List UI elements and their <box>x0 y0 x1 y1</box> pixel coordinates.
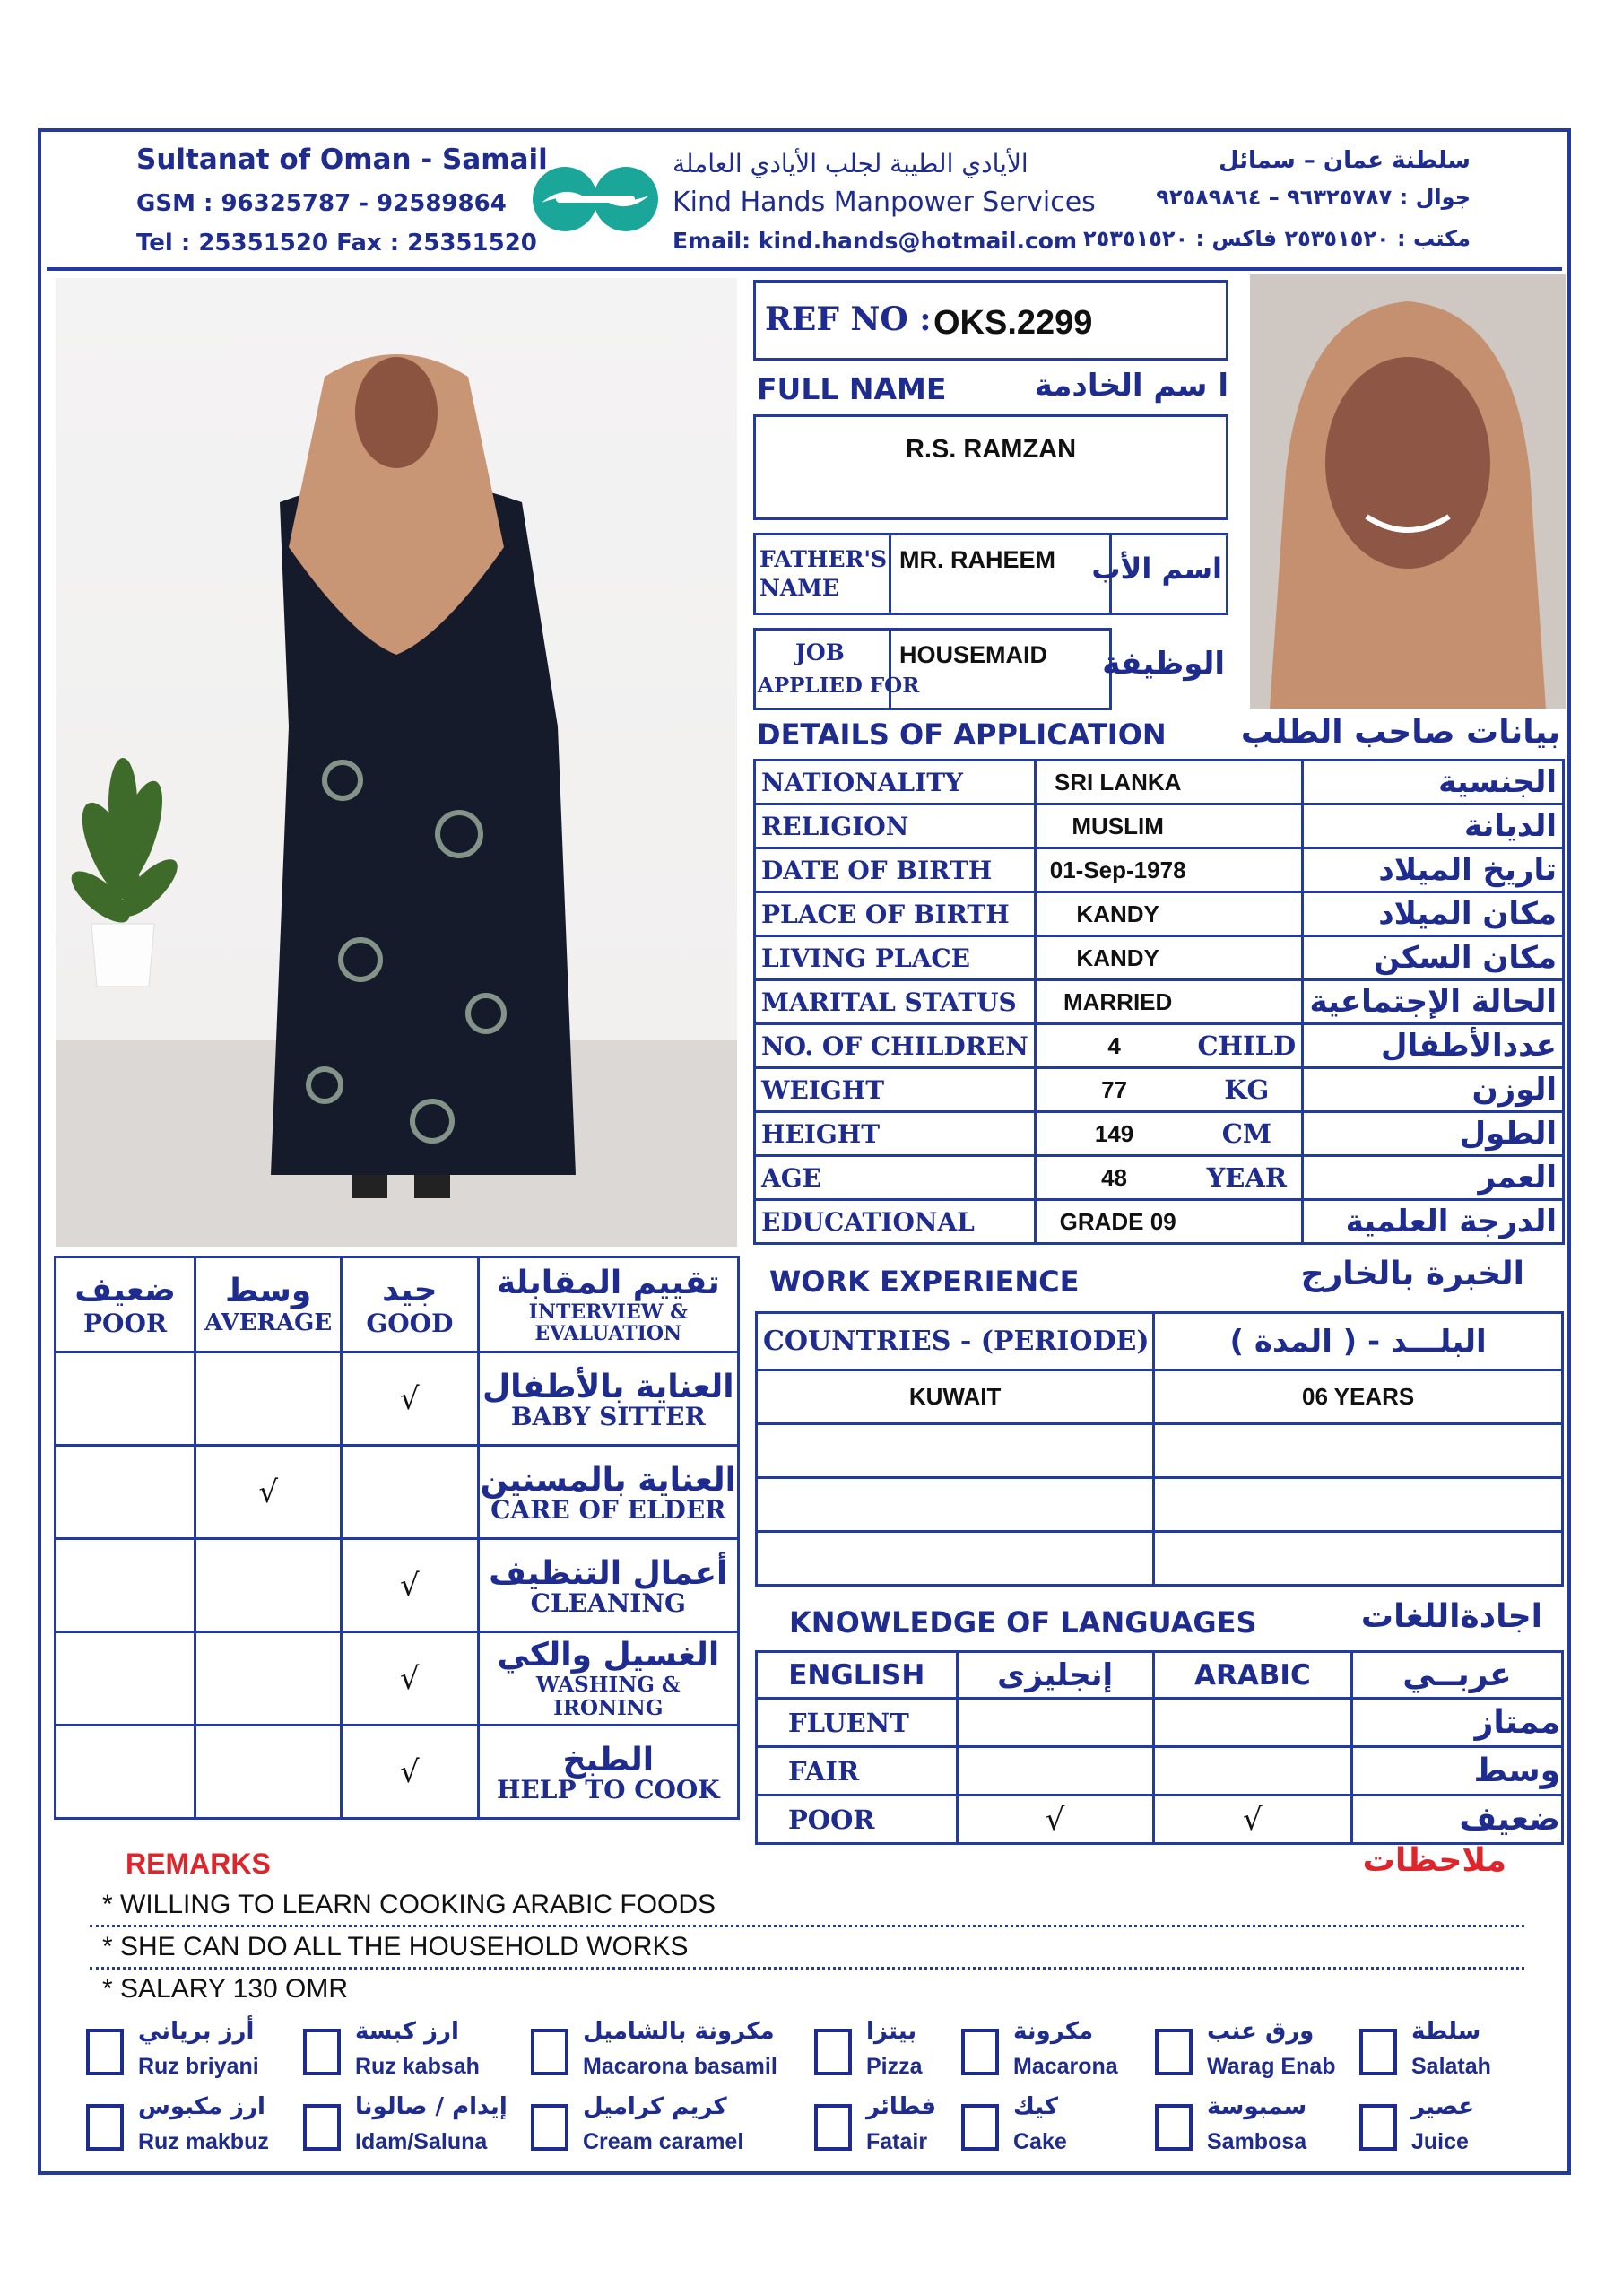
food-checkbox[interactable] <box>86 2104 124 2151</box>
father-label-ar: اسم الأب <box>1091 552 1222 586</box>
evaluation-table <box>54 1256 740 1820</box>
full-name-value: R.S. RAMZAN <box>905 435 1077 464</box>
detail-label-ar: عددالأطفال <box>1303 1024 1564 1068</box>
work-experience-table <box>755 1311 1564 1587</box>
detail-value: 149 <box>1035 1112 1192 1156</box>
detail-value: 4 <box>1035 1024 1192 1068</box>
details-row <box>755 1024 1564 1068</box>
check-mark: √ <box>258 1474 278 1510</box>
details-table <box>753 759 1565 1245</box>
food-name-en: Pizza <box>866 2054 923 2079</box>
portrait-photo <box>1250 274 1566 709</box>
food-checkbox[interactable] <box>814 2104 852 2151</box>
detail-label: AGE <box>755 1156 1036 1200</box>
lang-english-mark <box>957 1747 1153 1796</box>
remark-line: * WILLING TO LEARN COOKING ARABIC FOODS <box>90 1885 1524 1927</box>
lang-arabic-mark <box>1153 1699 1351 1747</box>
work-experience-title-ar: الخبرة بالخارج <box>1300 1256 1524 1292</box>
company-name-en: Kind Hands Manpower Services <box>673 187 1096 218</box>
lang-level-label: POOR <box>757 1796 958 1844</box>
details-title-ar: بيانات صاحب الطلب <box>1240 714 1560 751</box>
father-label-line2: NAME <box>759 575 839 601</box>
ref-value: OKS.2299 <box>933 304 1093 342</box>
details-row <box>755 761 1564 804</box>
detail-unit: CM <box>1192 1112 1303 1156</box>
check-mark: √ <box>400 1380 420 1417</box>
eval-check-cell-average <box>195 1539 342 1632</box>
eval-check-cell-good <box>342 1726 478 1819</box>
full-name-box <box>753 414 1228 520</box>
lang-level-ar: ممتاز <box>1351 1699 1562 1747</box>
header-gsm: GSM : 96325787 - 92589864 <box>136 190 507 217</box>
detail-value: MARRIED <box>1035 980 1303 1024</box>
eval-check-cell-poor <box>56 1352 195 1446</box>
details-row <box>755 936 1564 980</box>
food-name-ar: عصير <box>1411 2093 1475 2120</box>
details-title: DETAILS OF APPLICATION <box>757 718 1167 752</box>
detail-label: RELIGION <box>755 804 1036 848</box>
job-row <box>753 628 1112 710</box>
food-name-en: Cream caramel <box>583 2129 744 2154</box>
food-checkbox[interactable] <box>1359 2029 1397 2075</box>
food-name-ar: ارز كبسة <box>355 2018 459 2045</box>
work-row <box>757 1532 1563 1586</box>
work-experience-title: WORK EXPERIENCE <box>769 1265 1080 1299</box>
food-name-ar: كيك <box>1013 2093 1058 2120</box>
work-period <box>1154 1532 1563 1586</box>
work-country <box>757 1424 1154 1478</box>
detail-label-ar: الدرجة العلمية <box>1303 1200 1564 1244</box>
detail-label: NATIONALITY <box>755 761 1036 804</box>
languages-title-ar: اجادةاللغات <box>1360 1598 1542 1635</box>
lang-english: ENGLISH <box>757 1652 958 1699</box>
food-checkbox[interactable] <box>1359 2104 1397 2151</box>
evaluation-row <box>56 1632 739 1726</box>
eval-skill-ar: الغسيل والكي <box>497 1637 720 1674</box>
detail-value: 48 <box>1035 1156 1192 1200</box>
eval-skill-ar: أعمال التنظيف <box>489 1555 728 1592</box>
food-checkbox[interactable] <box>1155 2104 1193 2151</box>
lang-arabic: ARABIC <box>1153 1652 1351 1699</box>
company-logo-icon <box>529 163 662 235</box>
eval-check-cell-poor <box>56 1539 195 1632</box>
eval-header-interview: تقييم المقابلة INTERVIEW & EVALUATION <box>478 1257 738 1352</box>
ref-number-box <box>753 280 1228 361</box>
food-checkbox[interactable] <box>814 2029 852 2075</box>
header-right-gsm-ar: جوال : ٩٦٣٢٥٧٨٧ – ٩٢٥٨٩٨٦٤ <box>1156 185 1471 210</box>
work-row <box>757 1478 1563 1532</box>
eval-check-cell-average <box>195 1352 342 1446</box>
full-name-label-ar: ا سم الخادمة <box>1034 368 1228 404</box>
details-row <box>755 1200 1564 1244</box>
eval-skill <box>478 1726 738 1819</box>
lang-level-label: FLUENT <box>757 1699 958 1747</box>
food-name-ar: إيدام / صالونا <box>355 2093 508 2120</box>
eval-skill-label: BABY SITTER <box>510 1402 706 1431</box>
detail-unit: CHILD <box>1192 1024 1303 1068</box>
food-name-ar: ارز مكبوس <box>138 2093 265 2120</box>
food-name-ar: ورق عنب <box>1207 2018 1315 2045</box>
food-name-ar: فطائر <box>866 2093 937 2120</box>
lang-level-ar: ضعيف <box>1351 1796 1562 1844</box>
check-mark: √ <box>400 1753 420 1790</box>
details-row <box>755 980 1564 1024</box>
evaluation-row <box>56 1539 739 1632</box>
eval-check-cell-average <box>195 1446 342 1539</box>
food-name-en: Idam/Saluna <box>355 2129 488 2154</box>
food-checkbox[interactable] <box>86 2029 124 2075</box>
eval-skill-ar: الطبخ <box>562 1742 655 1779</box>
food-checkbox[interactable] <box>961 2029 999 2075</box>
detail-label-ar: الجنسية <box>1303 761 1564 804</box>
details-row <box>755 892 1564 936</box>
detail-label: EDUCATIONAL <box>755 1200 1036 1244</box>
food-name-en: Sambosa <box>1207 2129 1307 2154</box>
eval-skill-label: WASHING & IRONING <box>535 1673 681 1720</box>
work-period: 06 YEARS <box>1154 1370 1563 1424</box>
eval-skill-label: HELP TO COOK <box>496 1775 720 1805</box>
eval-skill-label: CARE OF ELDER <box>490 1495 726 1525</box>
header-right-tel-ar: مكتب : ٢٥٣٥١٥٢٠ فاكس : ٢٥٣٥١٥٢٠ <box>1083 226 1471 251</box>
detail-label-ar: مكان الميلاد <box>1303 892 1564 936</box>
detail-label-ar: العمر <box>1303 1156 1564 1200</box>
full-name-label: FULL NAME <box>757 371 947 406</box>
eval-skill <box>478 1632 738 1726</box>
remark-line: * SHE CAN DO ALL THE HOUSEHOLD WORKS <box>90 1927 1524 1970</box>
detail-label: LIVING PLACE <box>755 936 1036 980</box>
detail-unit: KG <box>1192 1068 1303 1112</box>
eval-check-cell-poor <box>56 1446 195 1539</box>
food-name-en: Juice <box>1411 2129 1469 2154</box>
language-level-row <box>757 1747 1563 1796</box>
company-email: Email: kind.hands@hotmail.com <box>673 228 1077 254</box>
food-checkbox[interactable] <box>303 2029 341 2075</box>
father-label-line1: FATHER'S <box>759 546 888 572</box>
food-name-ar: مكرونة <box>1013 2018 1094 2045</box>
eval-check-cell-good <box>342 1352 478 1446</box>
detail-label-ar: الوزن <box>1303 1068 1564 1112</box>
detail-value: GRADE 09 <box>1035 1200 1303 1244</box>
eval-skill-ar: العناية بالأطفال <box>482 1369 734 1405</box>
header-tel-fax: Tel : 25351520 Fax : 25351520 <box>136 230 537 257</box>
detail-value: 77 <box>1035 1068 1192 1112</box>
detail-label-ar: تاريخ الميلاد <box>1303 848 1564 892</box>
detail-value: KANDY <box>1035 892 1303 936</box>
detail-value: SRI LANKA <box>1035 761 1303 804</box>
lang-level-label: FAIR <box>757 1747 958 1796</box>
remarks-label-ar: ملاحظات <box>1362 1842 1506 1879</box>
eval-check-cell-average <box>195 1726 342 1819</box>
lang-english-ar: إنجليزى <box>957 1652 1153 1699</box>
food-checkbox[interactable] <box>1155 2029 1193 2075</box>
food-name-en: Ruz briyani <box>138 2054 259 2079</box>
father-value: MR. RAHEEM <box>899 546 1055 573</box>
details-row <box>755 1112 1564 1156</box>
job-label-ar: الوظيفة <box>1102 646 1225 682</box>
food-name-ar: مكرونة بالشاميل <box>583 2018 775 2045</box>
language-level-row <box>757 1699 1563 1747</box>
evaluation-row <box>56 1446 739 1539</box>
job-label-line1: JOB <box>795 639 845 665</box>
languages-table <box>755 1650 1564 1845</box>
work-country <box>757 1532 1154 1586</box>
work-period <box>1154 1478 1563 1532</box>
work-col-ar: البلـــد - ( المدة ) <box>1154 1313 1563 1370</box>
evaluation-row <box>56 1352 739 1446</box>
job-value: HOUSEMAID <box>899 641 1048 668</box>
food-name-ar: أرز برياني <box>138 2018 255 2045</box>
detail-value: 01-Sep-1978 <box>1035 848 1303 892</box>
work-country: KUWAIT <box>757 1370 1154 1424</box>
eval-check-cell-average <box>195 1632 342 1726</box>
eval-header-poor: ضعيف POOR <box>56 1257 195 1352</box>
detail-value: MUSLIM <box>1035 804 1303 848</box>
lang-arabic-mark: √ <box>1153 1796 1351 1844</box>
check-mark: √ <box>400 1567 420 1604</box>
header-left-title: Sultanat of Oman - Samail <box>136 144 548 176</box>
father-name-row <box>753 533 1228 615</box>
food-name-en: Macarona <box>1013 2054 1118 2079</box>
food-name-en: Ruz kabsah <box>355 2054 480 2079</box>
remarks-label: REMARKS <box>126 1848 271 1880</box>
header-right-title-ar: سلطنة عمان – سمائل <box>1219 147 1471 174</box>
lang-level-ar: وسط <box>1351 1747 1562 1796</box>
eval-check-cell-good <box>342 1539 478 1632</box>
eval-check-cell-good <box>342 1446 478 1539</box>
check-mark: √ <box>400 1660 420 1697</box>
details-row <box>755 1156 1564 1200</box>
work-period <box>1154 1424 1563 1478</box>
eval-header-average: وسط AVERAGE <box>195 1257 342 1352</box>
detail-label-ar: الديانة <box>1303 804 1564 848</box>
detail-label: DATE OF BIRTH <box>755 848 1036 892</box>
detail-unit: YEAR <box>1192 1156 1303 1200</box>
divider <box>889 535 891 613</box>
eval-header-good: جيد GOOD <box>342 1257 478 1352</box>
detail-label-ar: الحالة الإجتماعية <box>1303 980 1564 1024</box>
lang-arabic-ar: عربــي <box>1351 1652 1562 1699</box>
eval-check-cell-poor <box>56 1726 195 1819</box>
detail-label: WEIGHT <box>755 1068 1036 1112</box>
food-name-en: Cake <box>1013 2129 1067 2154</box>
work-country <box>757 1478 1154 1532</box>
food-checkbox[interactable] <box>961 2104 999 2151</box>
food-name-en: Macarona basamil <box>583 2054 777 2079</box>
lang-english-mark <box>957 1699 1153 1747</box>
food-name-en: Ruz makbuz <box>138 2129 269 2154</box>
eval-skill-ar: العناية بالمسنين <box>480 1462 736 1499</box>
food-name-en: Warag Enab <box>1207 2054 1336 2079</box>
food-name-en: Salatah <box>1411 2054 1491 2079</box>
food-name-en: Fatair <box>866 2129 928 2154</box>
ref-label: REF NO : <box>765 300 932 338</box>
header-divider <box>47 267 1562 271</box>
languages-title: KNOWLEDGE OF LANGUAGES <box>789 1605 1257 1639</box>
eval-check-cell-poor <box>56 1632 195 1726</box>
lang-english-mark: √ <box>957 1796 1153 1844</box>
eval-skill <box>478 1446 738 1539</box>
work-row <box>757 1370 1563 1424</box>
detail-label-ar: مكان السكن <box>1303 936 1564 980</box>
job-label-line2: APPLIED FOR <box>758 674 920 698</box>
detail-label-ar: الطول <box>1303 1112 1564 1156</box>
food-checkbox[interactable] <box>531 2029 568 2075</box>
details-row <box>755 848 1564 892</box>
food-checkbox[interactable] <box>531 2104 568 2151</box>
details-row <box>755 1068 1564 1112</box>
detail-value: KANDY <box>1035 936 1303 980</box>
detail-label: NO. OF CHILDREN <box>755 1024 1036 1068</box>
detail-label: PLACE OF BIRTH <box>755 892 1036 936</box>
eval-check-cell-good <box>342 1632 478 1726</box>
details-row <box>755 804 1564 848</box>
detail-label: HEIGHT <box>755 1112 1036 1156</box>
eval-skill <box>478 1352 738 1446</box>
work-row <box>757 1424 1563 1478</box>
full-body-photo <box>56 278 737 1247</box>
evaluation-row <box>56 1726 739 1819</box>
company-name-ar: الأيادي الطيبة لجلب الأيادي العاملة <box>673 149 1028 178</box>
eval-skill-label: CLEANING <box>530 1588 686 1618</box>
lang-arabic-mark <box>1153 1747 1351 1796</box>
remarks-list <box>90 1885 1524 2009</box>
work-col-countries: COUNTRIES - (PERIODE) <box>757 1313 1154 1370</box>
food-name-ar: بيتزا <box>866 2018 917 2045</box>
evaluation-header-row <box>56 1257 739 1352</box>
eval-skill <box>478 1539 738 1632</box>
food-name-ar: سمبوسة <box>1207 2093 1307 2120</box>
food-name-ar: كريم كراميل <box>583 2093 727 2120</box>
detail-label: MARITAL STATUS <box>755 980 1036 1024</box>
food-checklist <box>82 2018 1553 2170</box>
food-name-ar: سلطة <box>1411 2018 1481 2045</box>
food-checkbox[interactable] <box>303 2104 341 2151</box>
remark-line: * SALARY 130 OMR <box>102 1974 349 2004</box>
language-level-row <box>757 1796 1563 1844</box>
